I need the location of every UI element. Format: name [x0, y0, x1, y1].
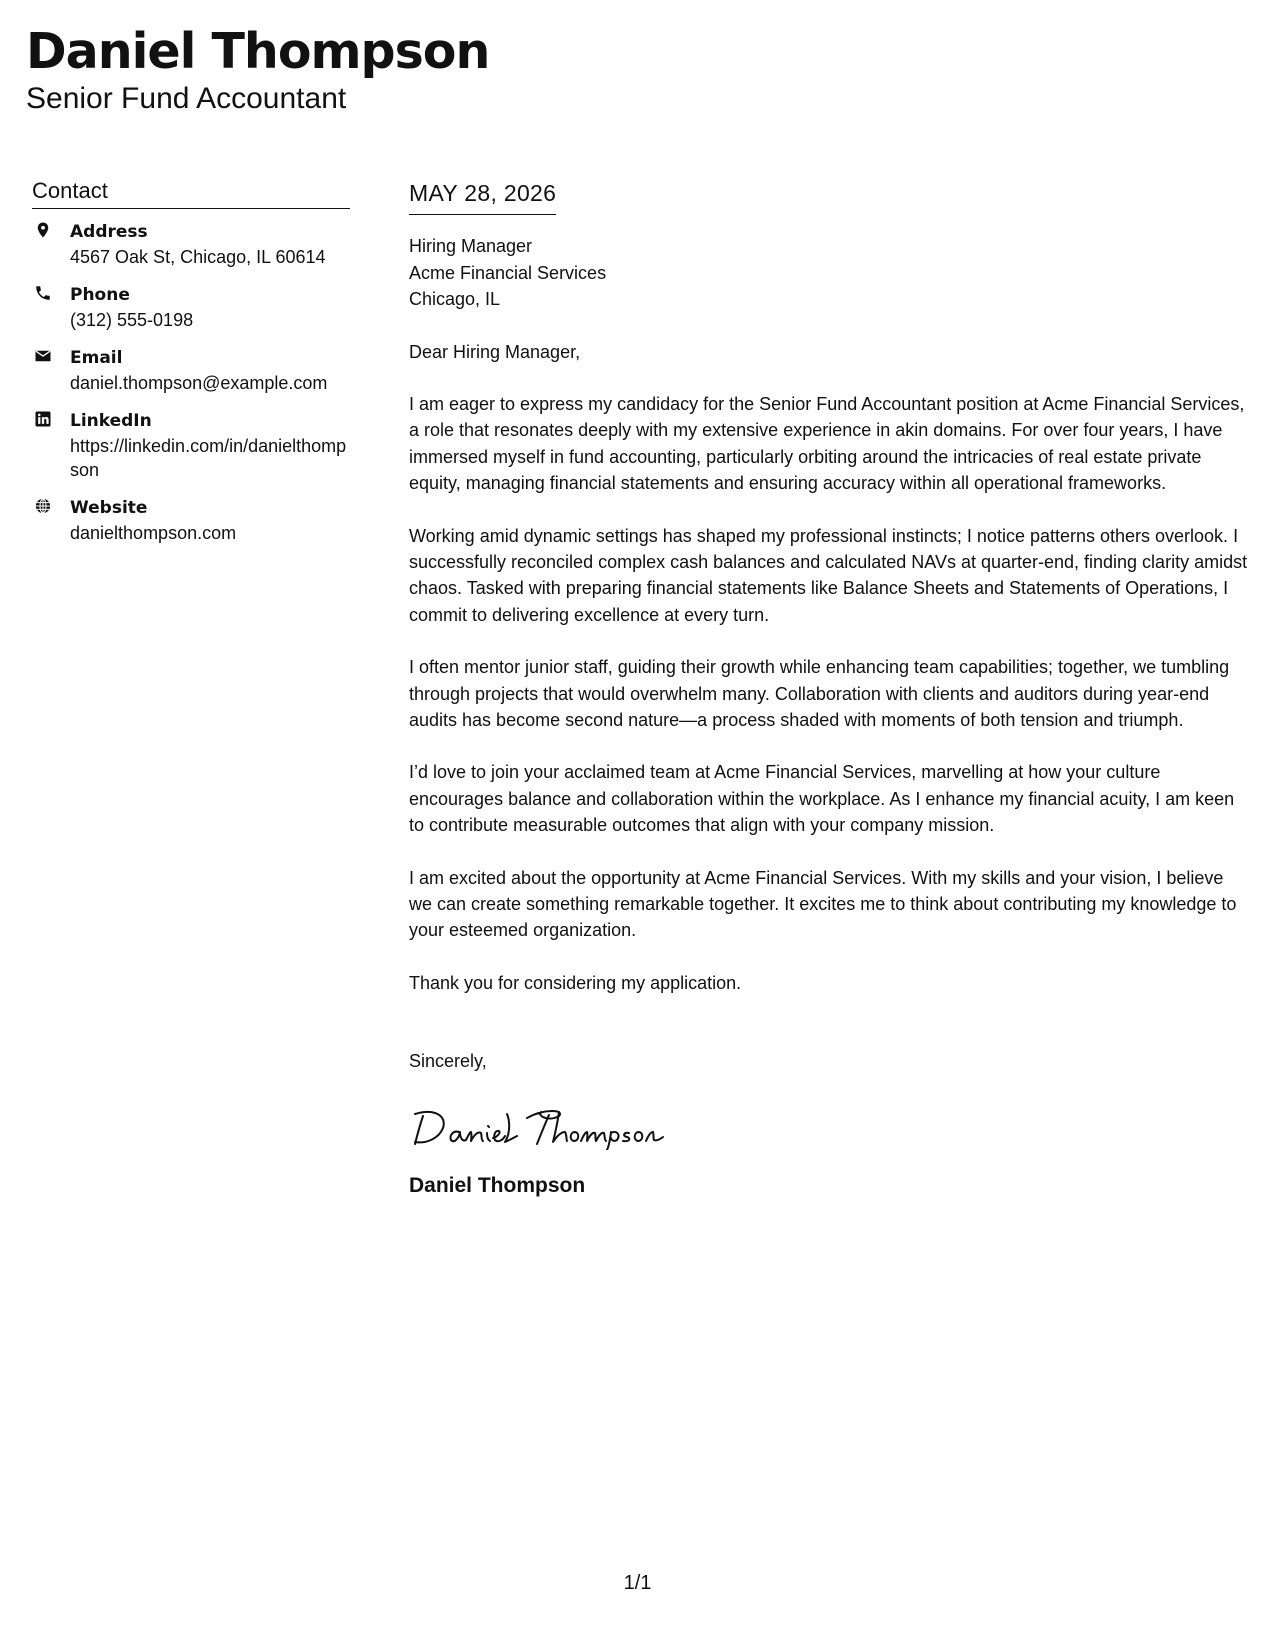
envelope-icon	[32, 345, 70, 365]
website-link[interactable]: danielthompson.com	[70, 523, 237, 543]
contact-item-address	[32, 219, 350, 269]
address-value: 4567 Oak St, Chicago, IL 60614	[70, 247, 326, 267]
phone-value: (312) 555-0198	[70, 310, 194, 330]
contact-item-email	[32, 345, 350, 395]
globe-icon	[32, 495, 70, 515]
contact-item-linkedin	[32, 408, 350, 482]
contact-item-phone	[32, 282, 350, 332]
applicant-name: Daniel Thompson	[26, 23, 490, 80]
paragraph: Working amid dynamic settings has shaped my professional instincts; I notice patterns others overlook. I successfully reconciled complex cash balances and calculated NAVs at quarter-end, finding clarity amidst chaos. Tasked with preparing financial statements like Balance Sheets and Statements of Operations, I commit to delivering excellence at every turn.	[409, 525, 1248, 625]
handwritten-signature	[409, 1102, 1249, 1150]
contact-label: LinkedIn	[70, 411, 152, 431]
contact-label: Phone	[70, 285, 130, 305]
contact-label: Website	[70, 498, 148, 518]
recipient-block	[409, 233, 1249, 313]
paragraph: I often mentor junior staff, guiding their growth while enhancing team capabilities; together, we tumbling through projects that would overwhelm many. Collaboration with clients and auditors during year-end audits has become second nature—a process shaded with moments of both tension and triumph.	[409, 657, 1230, 730]
recipient-name: Hiring Manager	[409, 236, 533, 256]
letter-header	[26, 22, 489, 116]
recipient-location: Chicago, IL	[409, 289, 501, 309]
signer-name: Daniel Thompson	[409, 1174, 586, 1198]
paragraph: I am eager to express my candidacy for the Senior Fund Accountant position at Acme Financial Services, a role that resonates deeply with my extensive experience in akin domains. For over four years, I have immersed myself in fund accounting, particularly orbiting around the intricacies of real estate private equity, managing financial statements and ensuring accuracy within all operational frameworks.	[409, 393, 1245, 494]
page-number: 1/1	[623, 1572, 652, 1594]
letter-body	[409, 176, 1249, 1200]
email-value: daniel.thompson@example.com	[70, 373, 328, 393]
paragraph: Thank you for considering my application.	[409, 972, 742, 993]
map-pin-icon	[32, 219, 70, 239]
letter-date: MAY 28, 2026	[409, 176, 556, 215]
salutation: Dear Hiring Manager,	[409, 341, 581, 362]
linkedin-icon	[32, 408, 70, 428]
closing: Sincerely,	[409, 1051, 487, 1072]
contact-heading: Contact	[32, 176, 350, 209]
linkedin-link[interactable]: https://linkedin.com/in/danielthompson	[70, 436, 347, 480]
applicant-title: Senior Fund Accountant	[26, 82, 347, 115]
contact-label: Address	[70, 222, 148, 242]
contact-label: Email	[70, 348, 123, 368]
phone-icon	[32, 282, 70, 302]
paragraph: I am excited about the opportunity at Acme Financial Services. With my skills and your vision, I believe we can create something remarkable together. It excites me to think about contributing my knowledge to your esteemed organization.	[409, 867, 1237, 941]
contact-sidebar	[32, 176, 350, 558]
paragraph: I’d love to join your acclaimed team at Acme Financial Services, marvelling at how your culture encourages balance and collaboration within the workplace. As I enhance my financial acuity, I am keen to contribute measurable outcomes that align with your company mission.	[409, 762, 1235, 836]
contact-item-website	[32, 495, 350, 545]
recipient-company: Acme Financial Services	[409, 262, 607, 283]
